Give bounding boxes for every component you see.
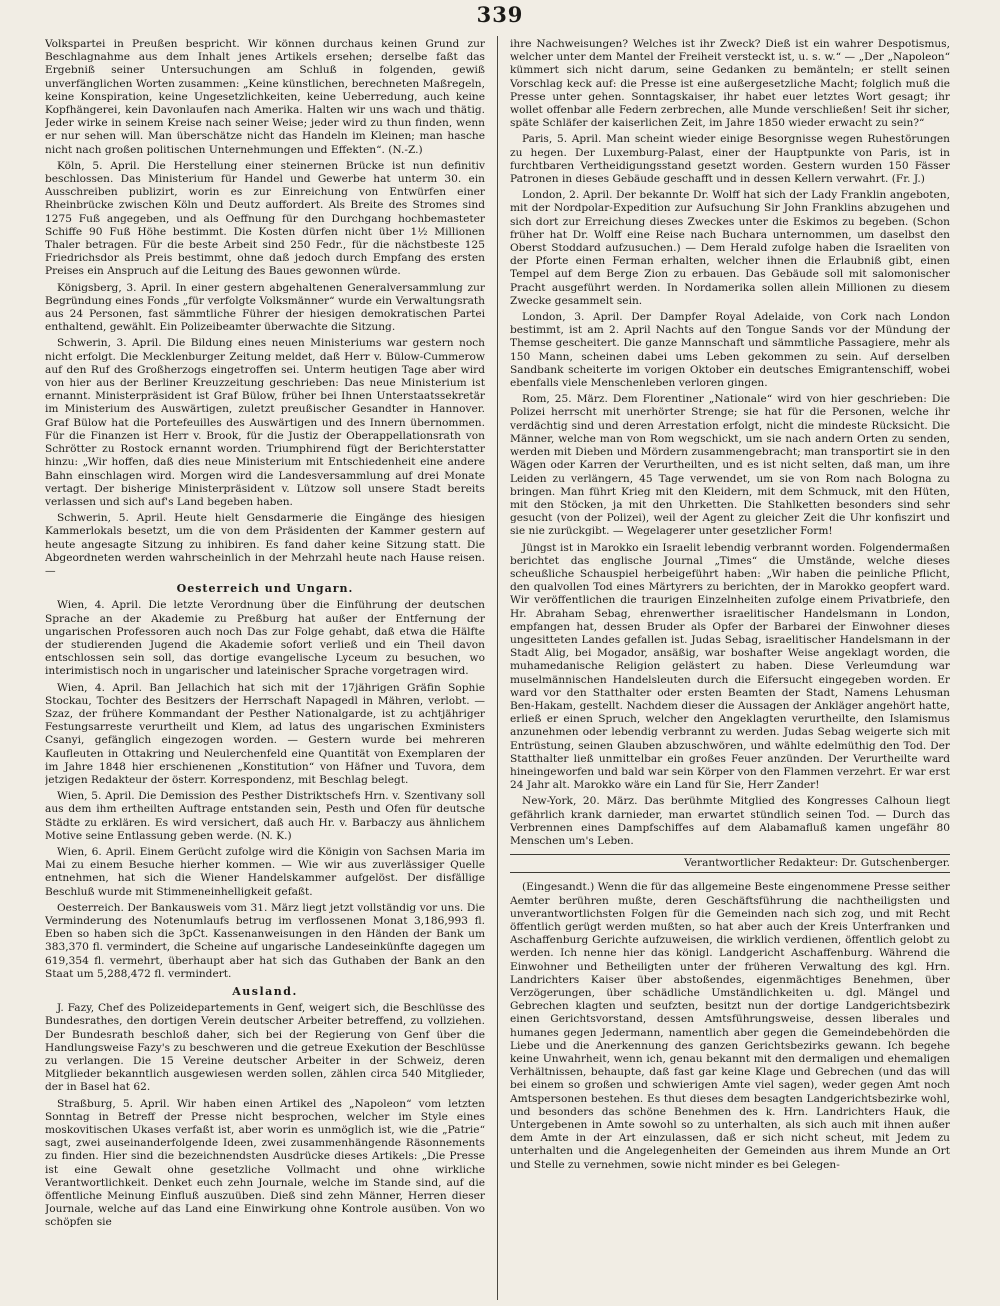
article-paragraph: Straßburg, 5. April. Wir haben einen Artikel des „Napoleon“ vom letzten Sonntag in Betreff der Presse nicht besprochen, welcher im Style eines moskovitischen Ukases verfaßt ist, aber worin es unmöglich ist, wie die „Patrie“ sagt, zwei auseinanderfolgende Ideen, zwei zusammenhängende Räsonnements zu finden. Hier sind die bezeichnendsten Ausdrücke dieses Artikels: „Die Presse ist eine Gewalt ohne gesetzliche Vollmacht und ohne wirkliche Verantwortlichkeit. Denket euch zehn Journale, welche im Stande sind, auf die öffentliche Meinung Einfluß auszuüben. Dieß sind zehn Männer, Herren dieser Journale, welche auf das Land eine Einwirkung ohne Kontrole ausüben. Von wo schöpfen sie <box>45 1097 485 1229</box>
section-heading-ausland: Ausland. <box>232 985 298 999</box>
article-paragraph: Königsberg, 3. April. In einer gestern abgehaltenen Generalversammlung zur Begründung eines Fonds „für verfolgte Volksmänner“ wurde ein Verwaltungsrath aus 24 Personen, fast sämmtliche Führer der hiesigen demokratischen Partei enthaltend, gewählt. Ein Polizeibeamter überwachte die Sitzung. <box>45 281 485 334</box>
article-paragraph: Oesterreich. Der Bankausweis vom 31. März liegt jetzt vollständig vor uns. Die Verminderung des Notenumlaufs betrug im verflossenen Monat 3,186,993 fl. Eben so haben sich die 3pCt. Kassenanweisungen in den Händen der Bank um 383,370 fl. vermindert, die Scheine auf ungarische Landeseinkünfte dagegen um 619,354 fl. vermehrt, überhaupt aber hat sich das Guthaben der Bank an den Staat um 5,288,472 fl. vermindert. <box>45 901 485 980</box>
left-column <box>45 38 485 1300</box>
page-number: 339 <box>476 2 524 27</box>
article-paragraph: Wien, 4. April. Die letzte Verordnung über die Einführung der deutschen Sprache an der Akademie zu Preßburg hat außer der Entfernung der ungarischen Professoren auch noch Das zur Folge gehabt, daß etwa die Hälfte der studierenden Jugend die Akademie sofort verließ und ein Theil davon entschlossen sein soll, das dortige evangelische Lyceum zu besuchen, wo interimistisch noch in ungarischer und lateinischer Sprache vorgetragen wird. <box>45 599 485 678</box>
column-divider <box>497 36 498 1300</box>
editor-signature: Verantwortlicher Redakteur: Dr. Gutschenberger. <box>510 854 950 873</box>
article-paragraph: Schwerin, 3. April. Die Bildung eines neuen Ministeriums war gestern noch nicht erfolgt. Die Mecklenburger Zeitung meldet, daß Herr v. Bülow-Cummerow auf den Ruf des Großherzogs eingetroffen sei. Unterm heutigen Tage aber wird von hier aus der Berliner Kreuzzeitung geschrieben: Das neue Ministerium ist ernannt. Ministerpräsident ist Graf Bülow, früher bei Ihnen Unterstaatssekretär im Ministerium des Auswärtigen, zuletzt preußischer Gesandter in Hannover. Graf Bülow hat die Portefeuilles des Auswärtigen und des Innern übernommen. Für die Finanzen ist Herr v. Brook, für die Justiz der Oberappellationsrath von Schrötter zu Rostock ernannt worden. Triumphirend fügt der Berichterstatter hinzu: „Wir hoffen, daß dies neue Ministerium mit Entschiedenheit eine andere Bahn einschlagen wird. Morgen wird die Landesversammlung auf drei Monate vertagt. Der bisherige Ministerpräsident v. Lützow soll unsere Stadt bereits verlassen und sich auf's Land begeben haben. <box>45 337 485 508</box>
right-column <box>510 38 950 1300</box>
article-paragraph: Wien, 6. April. Einem Gerücht zufolge wird die Königin von Sachsen Maria im Mai zu einem Besuche hierher kommen. — Wie wir aus zuverlässiger Quelle entnehmen, hat sich die Wiener Handelskammer aufgelöst. Der disfällige Beschluß wurde mit Stimmeneinhelligkeit gefaßt. <box>45 845 485 898</box>
article-paragraph: (Eingesandt.) Wenn die für das allgemeine Beste eingenommene Presse seither Aemter berühren mußte, deren Geschäftsführung die nachtheiligsten und unverantwortlichsten Folgen für die Gemeinden nach sich zog, und mit Recht öffentlich gerügt werden mußten, so hat aber auch der Kreis Unterfranken und Aschaffenburg Gerichte aufzuweisen, die wirklich verdienen, öffentlich gelobt zu werden. Ich nenne hier das königl. Landgericht Aschaffenburg. Während die Einwohner und Betheiligten unter der früheren Verwaltung des kgl. Hrn. Landrichters Kaiser über abstoßendes, eigenmächtiges Benehmen, über Verzögerungen, über schädliche Umständlichkeiten u. dgl. Mängel und Gebrechen klagten und seufzten, besitzt nun der dortige Landgerichtsbezirk einen Gerichtsvorstand, dessen Amtsführungsweise, dessen liberales und humanes gegen Jedermann, namentlich aber gegen die Gemeindebehörden die Liebe und die Anerkennung des ganzen Gerichtsbezirks gewann. Ich begehe keine Unwahrheit, wenn ich, genau bekannt mit den dermaligen und ehemaligen Verhältnissen, behaupte, daß fast gar keine Klage und Gebrechen (und das will bei einem so großen und schwierigen Amte viel sagen), weder gegen Amt noch Amtspersonen bestehen. Es thut dieses dem besagten Landgerichtsbezirke wohl, und besonders das schöne Benehmen des k. Hrn. Landrichters Hauk, die Untergebenen in Amte sowohl so zu unterhalten, als sich auch mit ihnen außer dem Amte in der Art einzulassen, daß er sich nicht scheut, mit Jedem zu unterhalten und die Angelegenheiten der Gemeinden aus ihrem Munde an Ort und Stelle zu vernehmen, sowie nicht minder es bei Gelegen- <box>510 881 950 1171</box>
article-paragraph: Wien, 4. April. Ban Jellachich hat sich mit der 17jährigen Gräfin Sophie Stockau, Tochter des Besitzers der Herrschaft Napagedl in Mähren, verlobt. — Szaz, der frühere Kommandant der Pesther Nationalgarde, ist zu achtjähriger Festungsarreste verurtheilt und Klem, ad latus des ungarischen Exministers Csanyi, gefänglich eingezogen worden. — Gestern wurde bei mehreren Kaufleuten in Ottakring und Neulerchenfeld eine Quantität von Exemplaren der im Jahre 1848 hier erschienenen „Konstitution“ von Häfner und Tuvora, dem jetzigen Redakteur der österr. Korrespondenz, mit Beschlag belegt. <box>45 681 485 786</box>
article-paragraph: Köln, 5. April. Die Herstellung einer steinernen Brücke ist nun definitiv beschlossen. Das Ministerium für Handel und Gewerbe hat unterm 30. ein Ausschreiben publizirt, worin es zur Einreichung von Entwürfen einer Rheinbrücke zwischen Köln und Deutz auffordert. Als Breite des Stromes sind 1275 Fuß angegeben, und als Oeffnung für den Durchgang hochbemasteter Schiffe 90 Fuß Höhe bestimmt. Die Kosten dürfen nicht über 1½ Millionen Thaler betragen. Für die beste Arbeit sind 250 Fedr., für die nächstbeste 125 Friedrichsdor als Preis bestimmt, ohne daß jedoch durch Empfang des ersten Preises ein Anspruch auf die Leitung des Baues gewonnen würde. <box>45 159 485 278</box>
article-paragraph: New-York, 20. März. Das berühmte Mitglied des Kongresses Calhoun liegt gefährlich krank darnieder, man erwartet stündlich seinen Tod. — Durch das Verbrennen eines Dampfschiffes auf dem Alabamafluß kamen ungefähr 80 Menschen um's Leben. <box>510 795 950 847</box>
article-paragraph: Volkspartei in Preußen bespricht. Wir können durchaus keinen Grund zur Beschlagnahme aus dem Inhalt jenes Artikels ersehen; derselbe faßt das Ergebniß seiner Untersuchungen am Schluß in folgenden, gewiß unverfänglichen Worten zusammen: „Keine künstlichen, berechneten Maßregeln, keine Konspiration, keine Ungesetzlichkeiten, keine Ueberredung, auch keine Kopfhängerei, kein Davonlaufen nach Amerika. Halten wir uns wach und thätig. Jeder wirke in seinem Kreise nach seiner Weise; jeder wird zu thun finden, wenn er nur sehen will. Man überschätze nicht das Handeln im Kleinen; man hasche nicht nach großen politischen Unternehmungen und Effekten“. (N.-Z.) <box>45 38 485 156</box>
article-paragraph: J. Fazy, Chef des Polizeidepartements in Genf, weigert sich, die Beschlüsse des Bundesrathes, den dortigen Verein deutscher Arbeiter betreffend, zu vollziehen. Der Bundesrath beschloß daher, sich bei der Regierung von Genf über die Handlungsweise Fazy's zu beschweren und die getreue Exekution der Beschlüsse zu verlangen. Die 15 Vereine deutscher Arbeiter in der Schweiz, deren Mitglieder bekanntlich ausgewiesen werden sollen, zählen circa 540 Mitglieder, der in Basel hat 62. <box>45 1002 485 1094</box>
article-paragraph: Schwerin, 5. April. Heute hielt Gensdarmerie die Eingänge des hiesigen Kammerlokals besetzt, um die von dem Präsidenten der Kammer gestern auf heute angesagte Sitzung zu inhibiren. Es fand daher keine Sitzung statt. Die Abgeordneten werden wahrscheinlich in der Mehrzahl heute nach Hause reisen. — <box>45 512 485 577</box>
article-paragraph: Jüngst ist in Marokko ein Israelit lebendig verbrannt worden. Folgendermaßen berichtet das englische Journal „Times“ die Umstände, welche dieses scheußliche Schauspiel herbeigeführt haben: „Wir haben die peinliche Pflicht, den qualvollen Tod eines Märtyrers zu berichten, der in Marokko geopfert ward. Wir veröffentlichen die traurigen Einzelnheiten zufolge einem Privatbriefe, den Hr. Abraham Sebag, ehrenwerther israelitischer Handelsmann in London, empfangen hat, dessen Bruder als Opfer der Barbarei der Einwohner dieses ungesitteten Landes gefallen ist. Judas Sebag, israelitischer Handelsmann in der Stadt Alig, bei Mogador, ansäßig, war boshafter Weise angeklagt worden, die muhamedanische Religion gelästert zu haben. Diese Verleumdung war muselmännischen Handelsleuten durch die Eifersucht eingegeben worden. Er ward vor den Statthalter oder ersten Beamten der Stadt, Namens Lehusman Ben-Hakam, gestellt. Nachdem dieser die Aussagen der Ankläger angehört hatte, erließ er einen Spruch, welcher den Angeklagten verurtheilte, den Islamismus anzunehmen oder lebendig verbrannt zu werden. Judas Sebag weigerte sich mit Entrüstung, seinen Glauben abzuschwören, und wählte edelmüthig den Tod. Der Statthalter ließ unmittelbar ein großes Feuer anzünden. Der Verurtheilte ward hineingeworfen und bald war sein Körper von den Flammen verzehrt. Er war erst 24 Jahr alt. Marokko wäre ein Land für Sie, Herr Zander! <box>510 541 950 792</box>
article-paragraph: London, 3. April. Der Dampfer Royal Adelaide, von Cork nach London bestimmt, ist am 2. April Nachts auf den Tongue Sands vor der Mündung der Themse gescheitert. Die ganze Mannschaft und sämmtliche Passagiere, mehr als 150 Mann, scheinen dabei ums Leben gekommen zu sein. Auf derselben Sandbank scheiterte im vorigen Oktober ein deutsches Emigrantenschiff, wobei ebenfalls viele Menschenleben verloren gingen. <box>510 311 950 390</box>
section-heading-austria: Oesterreich und Ungarn. <box>176 582 354 596</box>
article-paragraph: London, 2. April. Der bekannte Dr. Wolff hat sich der Lady Franklin angeboten, mit der Nordpolar-Expedition zur Aufsuchung Sir John Franklins abzugehen und sich dort zur Erreichung dieses Zweckes unter die Eskimos zu begeben. (Schon früher hat Dr. Wolff eine Reise nach Buchara unternommen, um daselbst den Oberst Stoddard aufzusuchen.) — Dem Herald zufolge haben die Israeliten von der Pforte einen Ferman erhalten, welcher ihnen die Erlaubniß gibt, einen Tempel auf dem Berge Zion zu erbauen. Das Gebäude soll mit salomonischer Pracht ausgeführt werden. In Nordamerika sollen allein Millionen zu diesem Zwecke gesammelt sein. <box>510 189 950 307</box>
article-paragraph: Wien, 5. April. Die Demission des Pesther Distriktschefs Hrn. v. Szentivany soll aus dem ihm ertheilten Auftrage entstanden sein, Pesth und Ofen für deutsche Städte zu erklären. Es wird versichert, daß auch Hr. v. Barbaczy aus ähnlichem Motive seine Entlassung geben werde. (N. K.) <box>45 790 485 842</box>
article-paragraph: Rom, 25. März. Dem Florentiner „Nationale“ wird von hier geschrieben: Die Polizei herrscht mit unerhörter Strenge; sie hat für die Personen, welche ihr verdächtig sind und deren Arrestation erfolgt, nicht die mindeste Rücksicht. Die Männer, welche man von Rom wegschickt, um sie nach andern Orten zu senden, werden mit Dieben und Mördern zusammengebracht; man transportirt sie in den Wägen oder Karren der Verurtheilten, und es ist nicht selten, daß man, um ihre Leiden zu verlängern, 45 Tage verwendet, um sie von Rom nach Bologna zu bringen. Man führt Krieg mit den Kleidern, mit dem Schmuck, mit den Hüten, mit den Stöcken, ja mit den Uhrketten. Die Stahlketten besonders sind sehr gesucht (von der Polizei), weil der Agent zu gleicher Zeit die Uhr konfiszirt und sie nie zurückgibt. — Wegelagerer unter gesetzlicher Form! <box>510 393 950 538</box>
article-paragraph: ihre Nachweisungen? Welches ist ihr Zweck? Dieß ist ein wahrer Despotismus, welcher unter dem Mantel der Freiheit versteckt ist, u. s. w.“ — „Der „Napoleon“ kümmert sich nicht darum, seine Gedanken zu bemänteln; er stellt seinen Vorschlag keck auf: die Presse ist eine außergesetzliche Macht; folglich muß die Presse unter gehen. Sonntagskaiser, ihr habet euer letztes Wort gesagt; ihr wollet offenbar alle Federn zerbrechen, alle Munde verschließen! Seit ihr sicher, späte Schläfer der kaiserlichen Zeit, im Jahre 1850 wieder erwacht zu sein?“ <box>510 38 950 130</box>
article-paragraph: Paris, 5. April. Man scheint wieder einige Besorgnisse wegen Ruhestörungen zu hegen. Der Luxemburg-Palast, einer der Hauptpunkte von Paris, ist in furchtbaren Vertheidigungsstand gesetzt worden. Gestern wurden 150 Fässer Patronen in dieses Gebäude geschafft und in dessen Kellern verwahrt. (Fr. J.) <box>510 133 950 186</box>
